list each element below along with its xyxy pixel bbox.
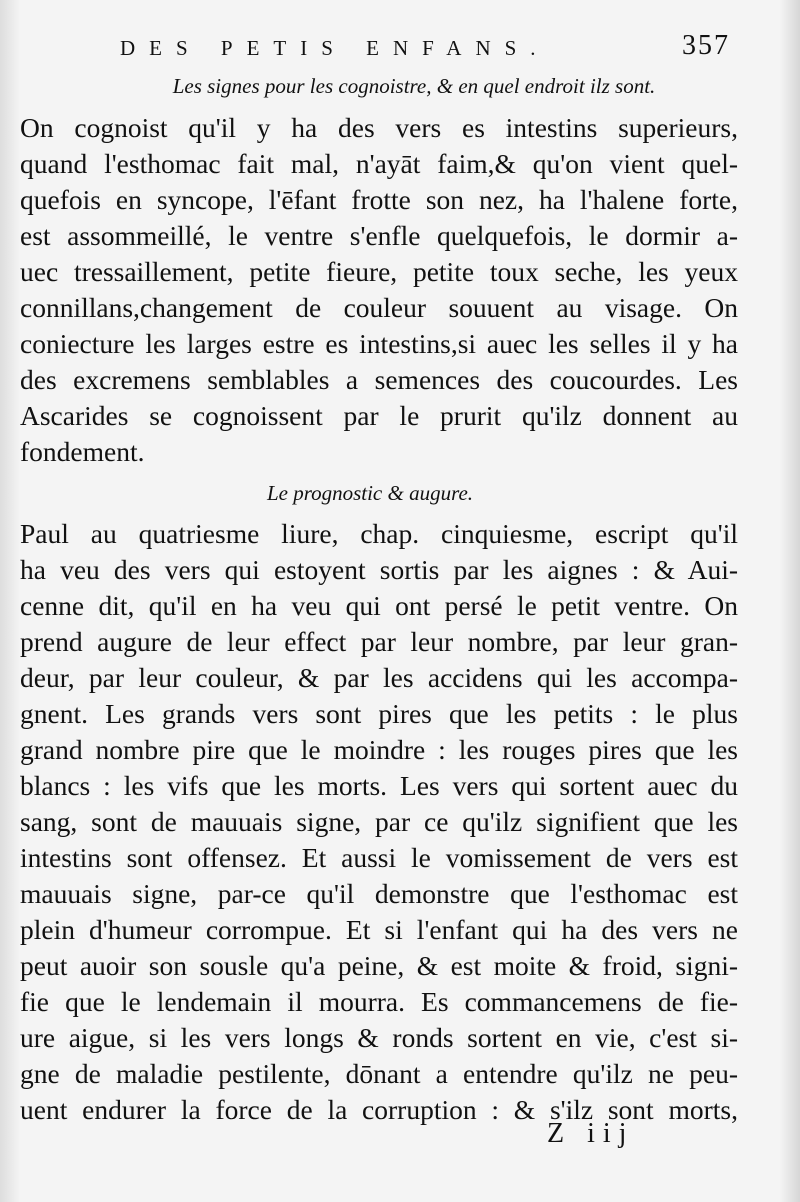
text-line: peut auoir son sousle qu'a peine, & est moite & froid, signi- [20, 950, 738, 981]
text-line: est assommeillé, le ventre s'enfle quelquefois, le dormir a- [20, 220, 738, 251]
text-line: ha veu des vers qui estoyent sortis par les aignes : & Aui- [20, 554, 738, 585]
text-line: connillans,changement de couleur souuent au visage. On [20, 292, 738, 323]
text-line: mauuais signe, par-ce qu'il demonstre que l'esthomac est [20, 878, 738, 909]
text-line: quand l'esthomac fait mal, n'ayāt faim,& qu'on vient quel- [20, 148, 738, 179]
text-line: cenne dit, qu'il en ha veu qui ont persé le petit ventre. On [20, 590, 738, 621]
paragraph-signes [20, 110, 738, 470]
signature-mark: Z iij [547, 1118, 635, 1149]
text-line: des excremens semblables a semences des coucourdes. Les [20, 364, 738, 395]
text-line: sang, sont de mauuais signe, par ce qu'ilz signifient que les [20, 806, 738, 837]
section-heading-signes: Les signes pour les cognoistre, & en quel endroit ilz sont. [172, 74, 656, 98]
text-line: deur, par leur couleur, & par les accidens qui les accompa- [20, 662, 738, 693]
text-line: prend augure de leur effect par leur nombre, par leur gran- [20, 626, 738, 657]
text-line: fondement. [20, 436, 145, 467]
page-right-edge [780, 0, 800, 1202]
text-line: grand nombre pire que le moindre : les rouges pires que les [20, 734, 738, 765]
text-line: fie que le lendemain il mourra. Es commancemens de fie- [20, 986, 738, 1017]
text-line: On cognoist qu'il y ha des vers es intestins superieurs, [20, 112, 738, 143]
text-line: ure aigue, si les vers longs & ronds sortent en vie, c'est si- [20, 1022, 738, 1053]
text-line: uent endurer la force de la corruption : & s'ilz sont morts, [20, 1094, 738, 1125]
text-line: intestins sont offensez. Et aussi le vomissement de vers est [20, 842, 738, 873]
text-line: uec tressaillement, petite fieure, petite toux seche, les yeux [20, 256, 738, 287]
running-head-title: DES PETIS ENFANS. [120, 36, 550, 60]
page-number: 357 [682, 30, 730, 61]
section-heading-prognostic: Le prognostic & augure. [266, 481, 474, 505]
text-line: Ascarides se cognoissent par le prurit qu'ilz donnent au [20, 400, 738, 431]
page-left-edge [0, 0, 20, 1202]
text-line: gne de maladie pestilente, dōnant a entendre qu'ilz ne peu- [20, 1058, 738, 1089]
text-line: plein d'humeur corrompue. Et si l'enfant qui ha des vers ne [20, 914, 738, 945]
running-head [120, 28, 730, 64]
text-line: quefois en syncope, l'ēfant frotte son nez, ha l'halene forte, [20, 184, 738, 215]
text-line: Paul au quatriesme liure, chap. cinquiesme, escript qu'il [20, 518, 738, 549]
text-line: coniecture les larges estre es intestins,si auec les selles il y ha [20, 328, 738, 359]
text-line: gnent. Les grands vers sont pires que les petits : le plus [20, 698, 738, 729]
text-line: blancs : les vifs que les morts. Les vers qui sortent auec du [20, 770, 738, 801]
paragraph-prognostic [20, 516, 738, 1128]
